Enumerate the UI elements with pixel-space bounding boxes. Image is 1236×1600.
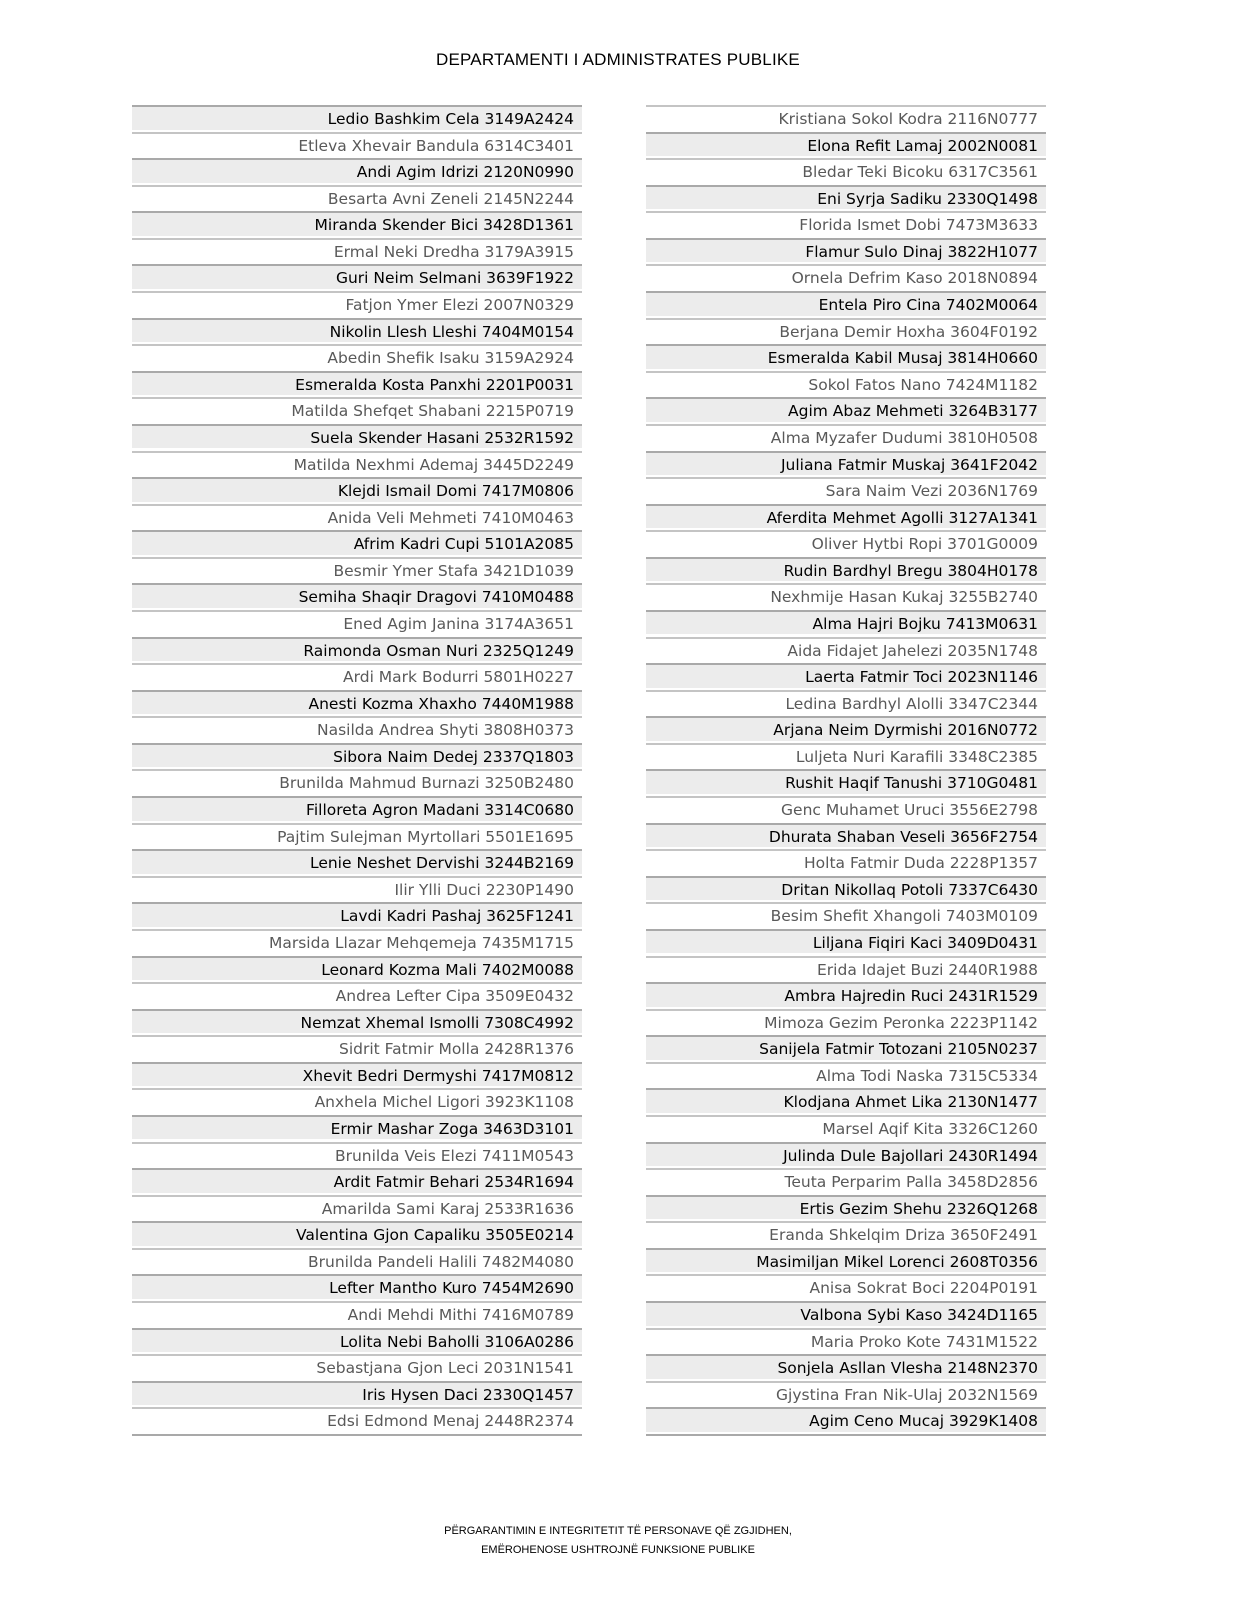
list-item: Guri Neim Selmani 3639F1922: [132, 264, 582, 289]
list-item: Juliana Fatmir Muskaj 3641F2042: [646, 451, 1046, 476]
list-item: Agim Ceno Mucaj 3929K1408: [646, 1407, 1046, 1432]
list-item: Besarta Avni Zeneli 2145N2244: [132, 185, 582, 210]
list-item: Lenie Neshet Dervishi 3244B2169: [132, 849, 582, 874]
list-item: Ardi Mark Bodurri 5801H0227: [132, 663, 582, 688]
list-item: Rushit Haqif Tanushi 3710G0481: [646, 769, 1046, 794]
list-item: Dhurata Shaban Veseli 3656F2754: [646, 823, 1046, 848]
list-item: Andi Mehdi Mithi 7416M0789: [132, 1301, 582, 1326]
list-item: Ardit Fatmir Behari 2534R1694: [132, 1168, 582, 1193]
list-item: Andi Agim Idrizi 2120N0990: [132, 158, 582, 183]
list-item: Andrea Lefter Cipa 3509E0432: [132, 982, 582, 1007]
list-item: Valentina Gjon Capaliku 3505E0214: [132, 1221, 582, 1246]
list-item: Agim Abaz Mehmeti 3264B3177: [646, 397, 1046, 422]
list-item: Klejdi Ismail Domi 7417M0806: [132, 477, 582, 502]
list-item: Leonard Kozma Mali 7402M0088: [132, 956, 582, 981]
list-item: Teuta Perparim Palla 3458D2856: [646, 1168, 1046, 1193]
list-item: Esmeralda Kabil Musaj 3814H0660: [646, 344, 1046, 369]
list-item: Ledina Bardhyl Alolli 3347C2344: [646, 690, 1046, 715]
list-item: Arjana Neim Dyrmishi 2016N0772: [646, 716, 1046, 741]
list-item: Ened Agim Janina 3174A3651: [132, 610, 582, 635]
list-item: Iris Hysen Daci 2330Q1457: [132, 1381, 582, 1406]
footer-line-1: PËRGARANTIMIN E INTEGRITETIT TË PERSONAVE QË ZGJIDHEN,: [444, 1525, 792, 1537]
list-item: Luljeta Nuri Karafili 3348C2385: [646, 743, 1046, 768]
list-item: Bledar Teki Bicoku 6317C3561: [646, 158, 1046, 183]
list-item: Ermal Neki Dredha 3179A3915: [132, 238, 582, 263]
list-item: Matilda Shefqet Shabani 2215P0719: [132, 397, 582, 422]
list-item: Raimonda Osman Nuri 2325Q1249: [132, 637, 582, 662]
list-item: Holta Fatmir Duda 2228P1357: [646, 849, 1046, 874]
list-item: Filloreta Agron Madani 3314C0680: [132, 796, 582, 821]
list-item: Aida Fidajet Jahelezi 2035N1748: [646, 637, 1046, 662]
list-item: Semiha Shaqir Dragovi 7410M0488: [132, 583, 582, 608]
list-item: Lolita Nebi Baholli 3106A0286: [132, 1328, 582, 1353]
list-item: Eranda Shkelqim Driza 3650F2491: [646, 1221, 1046, 1246]
list-item: Nexhmije Hasan Kukaj 3255B2740: [646, 583, 1046, 608]
list-item: Besim Shefit Xhangoli 7403M0109: [646, 902, 1046, 927]
column-bottom-rule: [132, 1434, 582, 1436]
list-item: Kristiana Sokol Kodra 2116N0777: [646, 105, 1046, 130]
list-item: Elona Refit Lamaj 2002N0081: [646, 132, 1046, 157]
footer-line-2: EMËROHENOSE USHTROJNË FUNKSIONE PUBLIKE: [481, 1544, 755, 1556]
list-item: Suela Skender Hasani 2532R1592: [132, 424, 582, 449]
list-item: Aferdita Mehmet Agolli 3127A1341: [646, 504, 1046, 529]
list-item: Etleva Xhevair Bandula 6314C3401: [132, 132, 582, 157]
list-item: Sidrit Fatmir Molla 2428R1376: [132, 1035, 582, 1060]
list-item: Ornela Defrim Kaso 2018N0894: [646, 264, 1046, 289]
list-item: Brunilda Mahmud Burnazi 3250B2480: [132, 769, 582, 794]
list-item: Marsel Aqif Kita 3326C1260: [646, 1115, 1046, 1140]
list-item: Oliver Hytbi Ropi 3701G0009: [646, 530, 1046, 555]
list-item: Edsi Edmond Menaj 2448R2374: [132, 1407, 582, 1432]
list-item: Flamur Sulo Dinaj 3822H1077: [646, 238, 1046, 263]
list-item: Laerta Fatmir Toci 2023N1146: [646, 663, 1046, 688]
list-item: Afrim Kadri Cupi 5101A2085: [132, 530, 582, 555]
list-item: Maria Proko Kote 7431M1522: [646, 1328, 1046, 1353]
list-item: Klodjana Ahmet Lika 2130N1477: [646, 1088, 1046, 1113]
list-item: Sanijela Fatmir Totozani 2105N0237: [646, 1035, 1046, 1060]
list-item: Alma Hajri Bojku 7413M0631: [646, 610, 1046, 635]
list-item: Anisa Sokrat Boci 2204P0191: [646, 1274, 1046, 1299]
list-item: Mimoza Gezim Peronka 2223P1142: [646, 1009, 1046, 1034]
names-list-left: [132, 105, 582, 1436]
list-item: Alma Todi Naska 7315C5334: [646, 1062, 1046, 1087]
list-item: Sebastjana Gjon Leci 2031N1541: [132, 1354, 582, 1379]
list-item: Erida Idajet Buzi 2440R1988: [646, 956, 1046, 981]
list-item: Liljana Fiqiri Kaci 3409D0431: [646, 929, 1046, 954]
list-item: Sokol Fatos Nano 7424M1182: [646, 371, 1046, 396]
footer: [0, 1522, 1236, 1560]
list-item: Julinda Dule Bajollari 2430R1494: [646, 1142, 1046, 1167]
list-item: Matilda Nexhmi Ademaj 3445D2249: [132, 451, 582, 476]
list-item: Xhevit Bedri Dermyshi 7417M0812: [132, 1062, 582, 1087]
list-item: Eni Syrja Sadiku 2330Q1498: [646, 185, 1046, 210]
list-item: Besmir Ymer Stafa 3421D1039: [132, 557, 582, 582]
list-item: Nasilda Andrea Shyti 3808H0373: [132, 716, 582, 741]
list-item: Entela Piro Cina 7402M0064: [646, 291, 1046, 316]
list-item: Amarilda Sami Karaj 2533R1636: [132, 1195, 582, 1220]
list-item: Valbona Sybi Kaso 3424D1165: [646, 1301, 1046, 1326]
list-item: Ledio Bashkim Cela 3149A2424: [132, 105, 582, 130]
list-item: Gjystina Fran Nik-Ulaj 2032N1569: [646, 1381, 1046, 1406]
list-item: Anida Veli Mehmeti 7410M0463: [132, 504, 582, 529]
list-item: Florida Ismet Dobi 7473M3633: [646, 211, 1046, 236]
list-item: Sara Naim Vezi 2036N1769: [646, 477, 1046, 502]
list-item: Berjana Demir Hoxha 3604F0192: [646, 318, 1046, 343]
list-item: Lefter Mantho Kuro 7454M2690: [132, 1274, 582, 1299]
list-item: Sibora Naim Dedej 2337Q1803: [132, 743, 582, 768]
list-item: Brunilda Veis Elezi 7411M0543: [132, 1142, 582, 1167]
list-item: Rudin Bardhyl Bregu 3804H0178: [646, 557, 1046, 582]
list-item: Esmeralda Kosta Panxhi 2201P0031: [132, 371, 582, 396]
list-item: Marsida Llazar Mehqemeja 7435M1715: [132, 929, 582, 954]
list-item: Ambra Hajredin Ruci 2431R1529: [646, 982, 1046, 1007]
list-item: Anxhela Michel Ligori 3923K1108: [132, 1088, 582, 1113]
list-item: Miranda Skender Bici 3428D1361: [132, 211, 582, 236]
list-item: Genc Muhamet Uruci 3556E2798: [646, 796, 1046, 821]
list-item: Brunilda Pandeli Halili 7482M4080: [132, 1248, 582, 1273]
list-item: Ilir Ylli Duci 2230P1490: [132, 876, 582, 901]
page-title: DEPARTAMENTI I ADMINISTRATES PUBLIKE: [436, 50, 800, 69]
list-item: Nemzat Xhemal Ismolli 7308C4992: [132, 1009, 582, 1034]
list-item: Ertis Gezim Shehu 2326Q1268: [646, 1195, 1046, 1220]
list-item: Lavdi Kadri Pashaj 3625F1241: [132, 902, 582, 927]
column-bottom-rule: [646, 1434, 1046, 1436]
list-item: Anesti Kozma Xhaxho 7440M1988: [132, 690, 582, 715]
list-item: Dritan Nikollaq Potoli 7337C6430: [646, 876, 1046, 901]
list-item: Alma Myzafer Dudumi 3810H0508: [646, 424, 1046, 449]
names-list-right: [646, 105, 1046, 1436]
list-item: Fatjon Ymer Elezi 2007N0329: [132, 291, 582, 316]
list-item: Abedin Shefik Isaku 3159A2924: [132, 344, 582, 369]
list-item: Masimiljan Mikel Lorenci 2608T0356: [646, 1248, 1046, 1273]
list-item: Nikolin Llesh Lleshi 7404M0154: [132, 318, 582, 343]
list-item: Pajtim Sulejman Myrtollari 5501E1695: [132, 823, 582, 848]
list-item: Ermir Mashar Zoga 3463D3101: [132, 1115, 582, 1140]
list-item: Sonjela Asllan Vlesha 2148N2370: [646, 1354, 1046, 1379]
